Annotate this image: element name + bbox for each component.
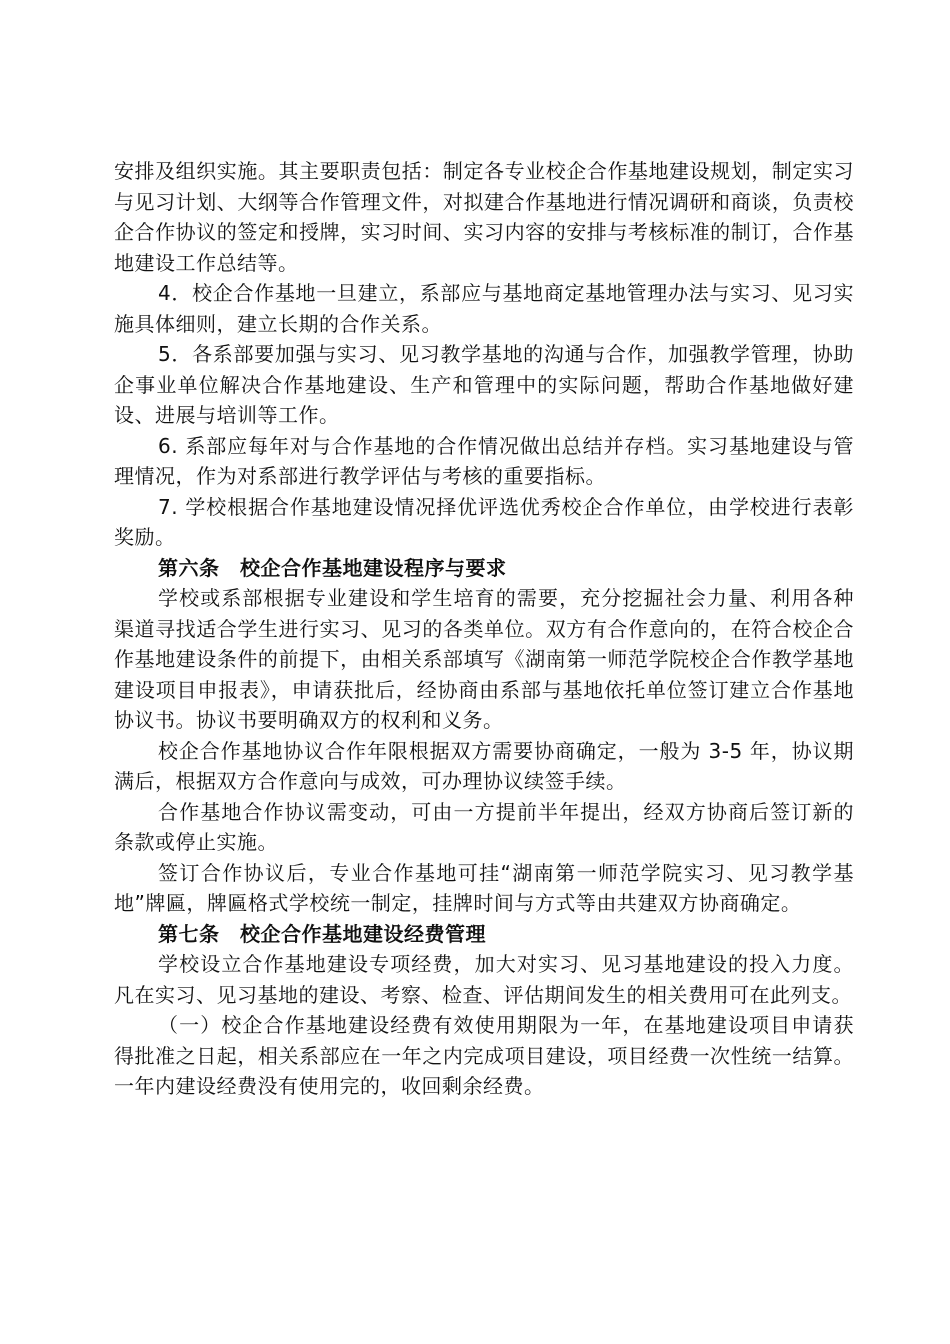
paragraph-article-6-plaque: 签订合作协议后，专业合作基地可挂“湖南第一师范学院实习、见习教学基地”牌匾，牌匾格式学校统一制定，挂牌时间与方式等由共建双方协商确定。 (114, 860, 854, 915)
paragraph-article-6-procedure: 学校或系部根据专业建设和学生培育的需要，充分挖掘社会力量、利用各种渠道寻找适合学生进行实习、见习的各类单位。双方有合作意向的，在符合校企合作基地建设条件的前提下，由相关系部填写《湖南第一师范学院校企合作教学基地建设项目申报表》，申请获批后，经协商由系部与基地依托单位签订建立合作基地协议书。协议书要明确双方的权利和义务。 (114, 586, 854, 732)
paragraph-article-6-change: 合作基地合作协议需变动，可由一方提前半年提出，经双方协商后签订新的条款或停止实施。 (114, 799, 854, 854)
paragraph-item-4: 4．校企合作基地一旦建立，系部应与基地商定基地管理办法与实习、见习实施具体细则，建立长期的合作关系。 (114, 281, 854, 336)
paragraph-item-7: 7. 学校根据合作基地建设情况择优评选优秀校企合作单位，由学校进行表彰奖励。 (114, 494, 854, 549)
paragraph-article-6-term: 校企合作基地协议合作年限根据双方需要协商确定，一般为 3-5 年，协议期满后，根据双方合作意向与成效，可办理协议续签手续。 (114, 738, 854, 793)
paragraph-duties: 安排及组织实施。其主要职责包括：制定各专业校企合作基地建设规划，制定实习与见习计划、大纲等合作管理文件，对拟建合作基地进行情况调研和商谈，负责校企合作协议的签定和授牌，实习时间、实习内容的安排与考核标准的制订，合作基地建设工作总结等。 (114, 159, 854, 275)
paragraph-item-6: 6. 系部应每年对与合作基地的合作情况做出总结并存档。实习基地建设与管理情况，作为对系部进行教学评估与考核的重要指标。 (114, 433, 854, 488)
section-heading-article-7: 第七条 校企合作基地建设经费管理 (158, 921, 486, 946)
section-heading-article-6: 第六条 校企合作基地建设程序与要求 (158, 555, 507, 580)
paragraph-item-5: 5．各系部要加强与实习、见习教学基地的沟通与合作，加强教学管理，协助企事业单位解决合作基地建设、生产和管理中的实际问题，帮助合作基地做好建设、进展与培训等工作。 (114, 342, 854, 427)
paragraph-article-7-item-1: （一）校企合作基地建设经费有效使用期限为一年，在基地建设项目申请获得批准之日起，相关系部应在一年之内完成项目建设，项目经费一次性统一结算。一年内建设经费没有使用完的，收回剩余经费。 (114, 1013, 854, 1098)
paragraph-article-7-fund: 学校设立合作基地建设专项经费，加大对实习、见习基地建设的投入力度。凡在实习、见习基地的建设、考察、检查、评估期间发生的相关费用可在此列支。 (114, 952, 854, 1007)
document-body (114, 156, 854, 1102)
